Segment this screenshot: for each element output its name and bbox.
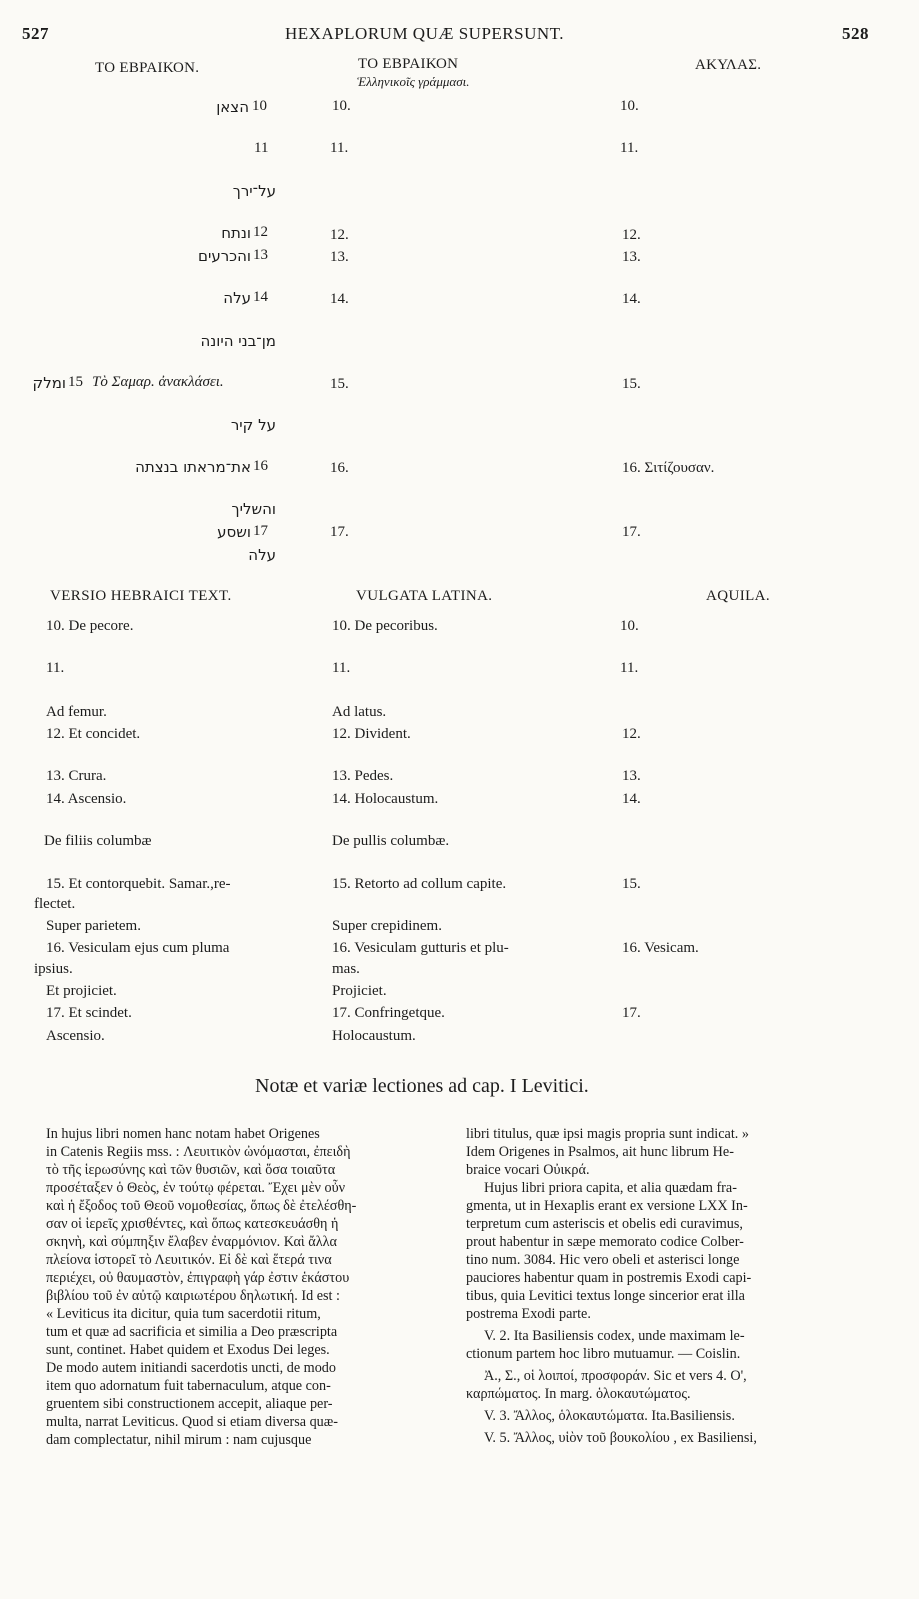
translit-verse: 13. [330, 249, 349, 265]
note-line: braice vocari Οὐικρά. [466, 1162, 590, 1178]
versio-left: 12. Et concidet. [46, 726, 141, 742]
note-line: pauciores habentur quam in postremis Exodi capi- [466, 1270, 752, 1286]
column-header-aquila: ΑΚΥΛΑΣ. [695, 57, 762, 73]
note-line: libri titulus, quæ ipsi magis propria sunt indicat. » [466, 1126, 749, 1142]
aquila-verse: 10. [620, 98, 639, 114]
note-line: terpretum cum asteriscis et obelis edi curavimus, [466, 1216, 743, 1232]
hebrew-word: על קיר [230, 416, 276, 434]
versio-middle: mas. [332, 961, 360, 977]
versio-left: 11. [46, 660, 65, 676]
versio-middle: 13. Pedes. [332, 768, 394, 784]
notes-left-column [46, 1125, 456, 1449]
verse-number: 12 [253, 224, 268, 240]
verse-number: 11 [254, 140, 269, 156]
translit-verse: 15. [330, 376, 349, 392]
note-line: Hujus libri priora capita, et alia quædam fra- [484, 1180, 737, 1196]
versio-left: 17. Et scindet. [46, 1005, 132, 1021]
translit-verse: 16. [330, 460, 349, 476]
aquila-verse: 13. [622, 249, 641, 265]
versio-left: De filiis columbæ [44, 833, 152, 849]
notes-right-column [466, 1125, 878, 1447]
versio-middle: 14. Holocaustum. [332, 791, 439, 807]
versio-middle: 10. De pecoribus. [332, 618, 438, 634]
versio-right: 12. [622, 726, 641, 742]
verse-number: 10 [252, 98, 267, 114]
hebrew-word: על־ירך [232, 182, 276, 200]
note-line: V. 2. Ita Basiliensis codex, unde maximam le- [484, 1328, 745, 1344]
aquila-verse: 17. [622, 524, 641, 540]
versio-middle: Holocaustum. [332, 1028, 416, 1044]
aquila-verse: 14. [622, 291, 641, 307]
aquila-verse: 15. [622, 376, 641, 392]
versio-left: 16. Vesiculam ejus cum pluma [46, 940, 230, 956]
note-line: tino num. 3084. Hic vero obeli et asterisci longe [466, 1252, 740, 1268]
hebrew-word: והשליך [231, 500, 276, 518]
verse-number: 17 [253, 523, 268, 539]
note-line: in Catenis Regiis mss. : Λευιτικὸν ὠνόμασται, ἐπειδὴ [46, 1144, 351, 1160]
note-line: πλείονα ἱστορεῖ τὸ Λευιτικόν. Εἰ δὲ καὶ ἕτερά τινα [46, 1252, 332, 1268]
versio-right: 13. [622, 768, 641, 784]
note-line: ctionum partem hoc libro mutuamur. — Coislin. [466, 1346, 741, 1362]
note-line: multa, narrat Leviticus. Quod si etiam diversa quæ- [46, 1414, 338, 1430]
aquila-verse: 11. [620, 140, 639, 156]
translit-verse: 14. [330, 291, 349, 307]
note-line: « Leviticus ita dicitur, quia tum sacerdotii ritum, [46, 1306, 321, 1322]
verse-number: 16 [253, 458, 268, 474]
hebrew-word: מן־בני היונה [200, 332, 276, 350]
verse-number: 14 [253, 289, 268, 305]
note-line: In hujus libri nomen hanc notam habet Origenes [46, 1126, 320, 1142]
versio-middle: 11. [332, 660, 351, 676]
note-line: περιέχει, οὐ θαυμαστὸν, ἐπιγραφὴ γάρ ἐστιν ἑκάστου [46, 1270, 350, 1286]
versio-right: 16. Vesicam. [622, 940, 699, 956]
note-line: De modo autem initiandi sacerdotis uncti, de modo [46, 1360, 336, 1376]
versio-right: 10. [620, 618, 639, 634]
note-line: tum et quæ ad sacrificia et similia a Deo præscripta [46, 1324, 338, 1340]
hebrew-word: עלה [248, 546, 276, 564]
versio-right: 17. [622, 1005, 641, 1021]
versio-middle: 12. Divident. [332, 726, 411, 742]
hebrew-word: ומלק [32, 374, 66, 392]
translit-verse: 11. [330, 140, 349, 156]
translit-verse: 12. [330, 227, 349, 243]
hebrew-word: ונתח [221, 224, 251, 242]
note-line: τὸ τῆς ἱερωσύνης καὶ τῶν θυσιῶν, καὶ ὅσα τοιαῦτα [46, 1162, 336, 1178]
translit-verse: 17. [330, 524, 349, 540]
versio-right: 14. [622, 791, 641, 807]
note-line: postrema Exodi parte. [466, 1306, 591, 1322]
versio-middle: 15. Retorto ad collum capite. [332, 876, 507, 892]
note-line: sunt, continet. Habet quidem et Exodus Dei leges. [46, 1342, 330, 1358]
note-line: prout habentur in sæpe memorato codice Colber- [466, 1234, 744, 1250]
hebrew-word: הצאן [216, 98, 249, 116]
verse-number: 13 [253, 247, 268, 263]
hebrew-word: ושסע [217, 523, 251, 541]
verse-number: 15 [68, 374, 83, 390]
versio-middle: 16. Vesiculam gutturis et plu- [332, 940, 509, 956]
versio-left: Ad femur. [46, 704, 107, 720]
note-line: βιβλίου τοῦ ἐν αὐτῷ καιριωτέρου δηλωτική. Id est : [46, 1288, 340, 1304]
versio-middle: Projiciet. [332, 983, 387, 999]
note-line: gmenta, ut in Hexaplis erant ex versione LXX In- [466, 1198, 748, 1214]
note-line: Idem Origenes in Psalmos, ait hunc librum He- [466, 1144, 734, 1160]
versio-right: 15. [622, 876, 641, 892]
note-line: tibus, quia Levitici textus longe sincerior erat illa [466, 1288, 745, 1304]
versio-header-left: VERSIO HEBRAICI TEXT. [50, 588, 232, 604]
note-line: προσέταξεν ὁ Θεὸς, ἐν τούτῳ φέρεται. Ἔχει μὲν οὖν [46, 1180, 346, 1196]
aquila-verse: 12. [622, 227, 641, 243]
page-number-left: 527 [22, 24, 49, 43]
versio-middle: 17. Confringetque. [332, 1005, 445, 1021]
versio-header-middle: VULGATA LATINA. [356, 588, 493, 604]
note-line: σαν οἱ ἱερεῖς χρισθέντες, καὶ ὅπως κατεσκευάσθη ἡ [46, 1216, 339, 1232]
hebrew-word: את־מראתו בנצתה [135, 458, 251, 476]
note-line: Ἀ., Σ., οἱ λοιποί, προσφοράν. Sic et vers 4. Ο', [484, 1368, 747, 1384]
versio-left: 15. Et contorquebit. Samar.,re- [46, 876, 231, 892]
versio-middle: Super crepidinem. [332, 918, 442, 934]
versio-left: 14. Ascensio. [46, 791, 127, 807]
column-subheader-transliterated: Ἑλληνικοῖς γράμμασι. [357, 74, 470, 89]
versio-left: Et projiciet. [46, 983, 117, 999]
versio-left: Super parietem. [46, 918, 141, 934]
versio-header-right: AQUILA. [706, 588, 771, 604]
column-header-transliterated: ΤΟ ΕΒΡΑΙΚΟΝ [358, 56, 459, 72]
running-title: HEXAPLORUM QUÆ SUPERSUNT. [285, 24, 565, 43]
versio-left: flectet. [34, 896, 76, 912]
versio-left: 10. De pecore. [46, 618, 134, 634]
column-header-hebrew: ΤΟ ΕΒΡΑΙΚΟΝ. [95, 60, 200, 76]
hebrew-word: והכרעים [198, 247, 251, 265]
note-line: σκηνὴ, καὶ σύμπηξιν ἔλαβεν ἐναρμόνιον. Καὶ ἄλλα [46, 1234, 337, 1250]
translit-verse: 10. [332, 98, 351, 114]
note-line: καρπώματος. In marg. ὁλοκαυτώματος. [466, 1386, 691, 1402]
note-line: V. 3. Ἄλλος, ὁλοκαυτώματα. Ita.Basiliensis. [484, 1408, 735, 1424]
versio-middle: De pullis columbæ. [332, 833, 450, 849]
versio-right: 11. [620, 660, 639, 676]
versio-middle: Ad latus. [332, 704, 387, 720]
versio-left: Ascensio. [46, 1028, 105, 1044]
versio-left: ipsius. [34, 961, 73, 977]
note-line: V. 5. Ἄλλος, υἱὸν τοῦ βουκολίου , ex Basiliensi, [484, 1430, 757, 1446]
aquila-verse: 16. Σιτίζουσαν. [622, 460, 715, 476]
note-line: καὶ ἡ ἔξοδος τοῦ Θεοῦ νομοθεσίας, ὅπως δὲ ἐτελέσθη- [46, 1198, 357, 1214]
note-line: dam complectatur, nihil mirum : nam cujusque [46, 1432, 312, 1448]
notes-title: Notæ et variæ lectiones ad cap. I Levitici. [255, 1075, 589, 1097]
versio-left: 13. Crura. [46, 768, 107, 784]
samaritan-note: Τὸ Σαμαρ. ἀνακλάσει. [92, 374, 224, 390]
hebrew-word: עלה [223, 289, 251, 307]
page-number-right: 528 [842, 24, 869, 43]
note-line: item quo adornatum fuit tabernaculum, atque con- [46, 1378, 331, 1394]
note-line: gruentem sibi constructionem accepit, aliaque per- [46, 1396, 333, 1412]
